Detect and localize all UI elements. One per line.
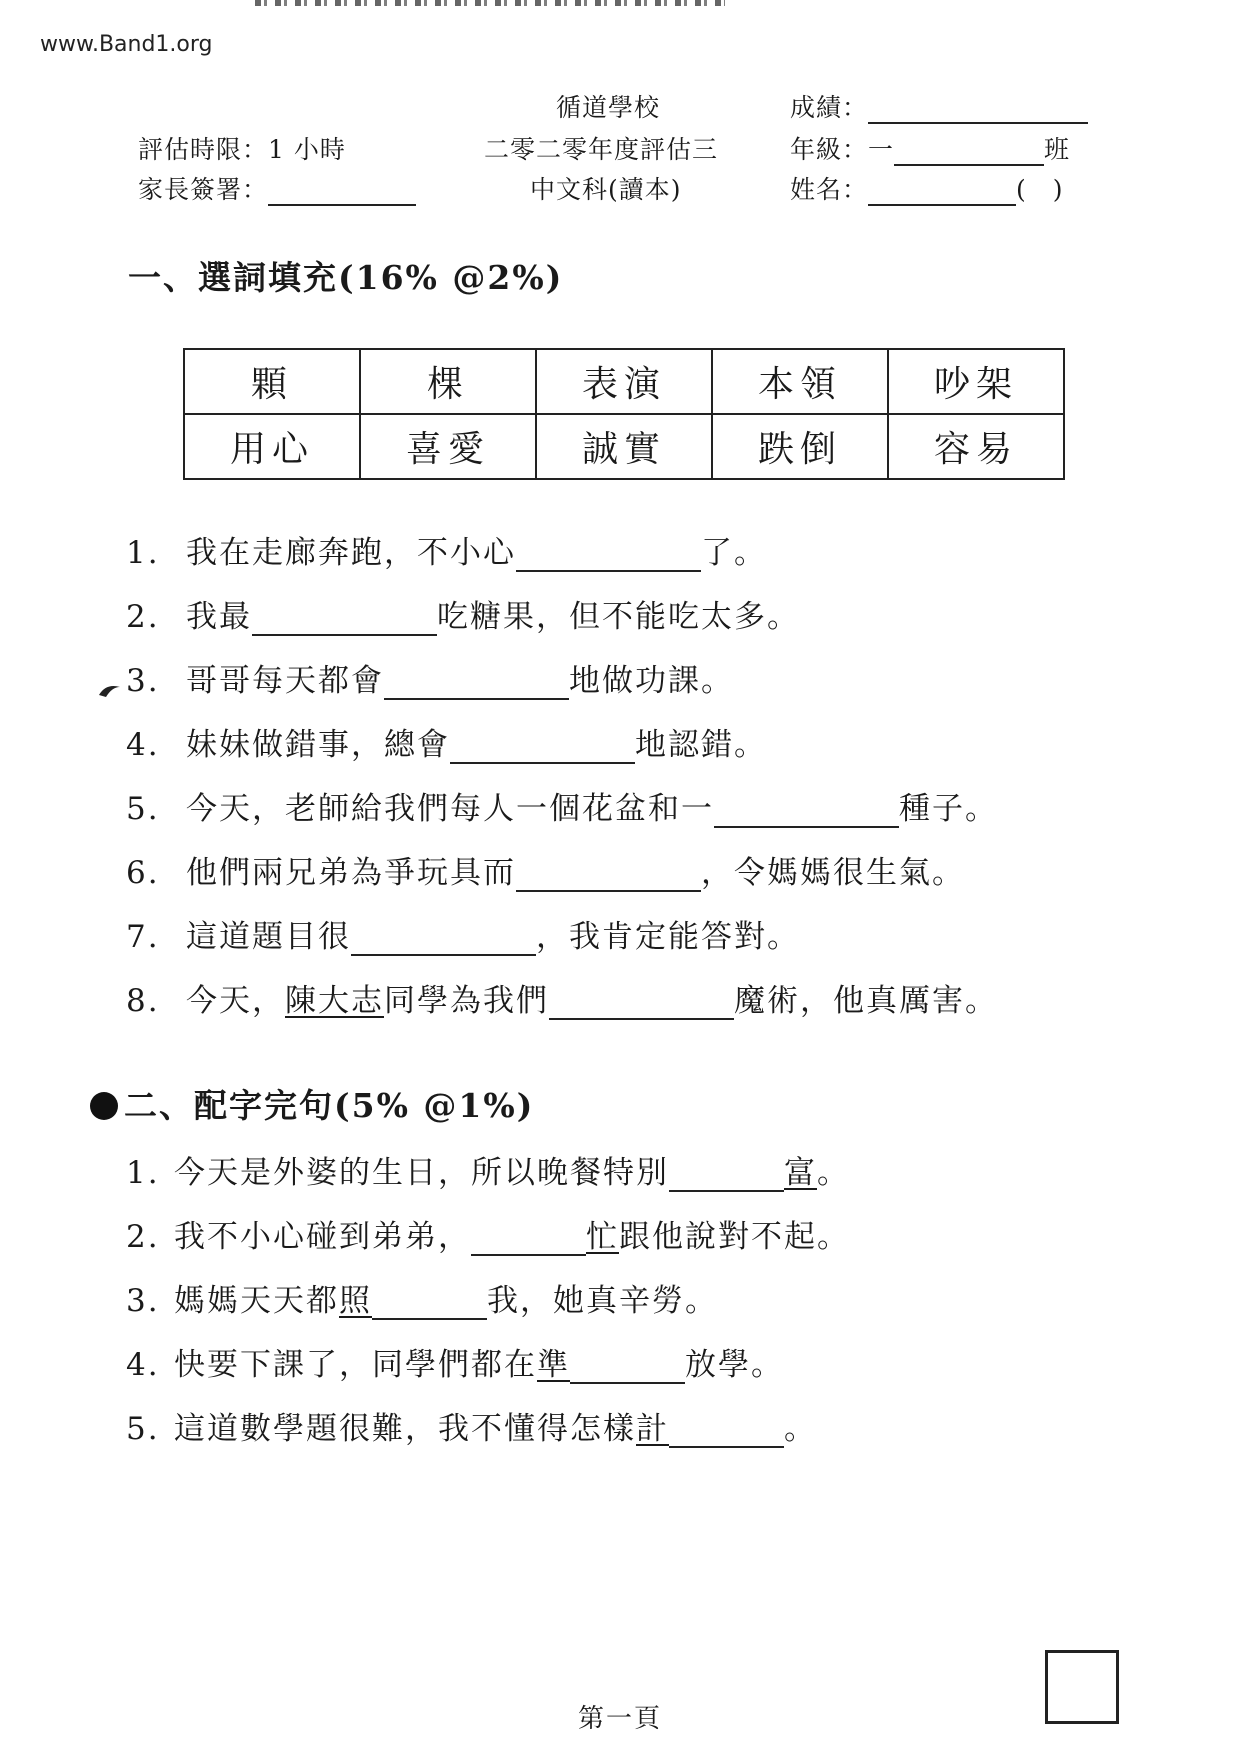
question-text: 吃糖果，但不能吃太多。 bbox=[437, 599, 800, 635]
question-text: 。 bbox=[784, 1411, 817, 1447]
question-number: 2. bbox=[126, 599, 160, 635]
given-character: 富 bbox=[784, 1155, 817, 1191]
question-text: 妹妹做錯事，總會 bbox=[186, 727, 450, 763]
question-text: 種子。 bbox=[899, 791, 998, 827]
site-url: www.Band1.org bbox=[40, 32, 213, 57]
question-text: ，令媽媽很生氣。 bbox=[701, 855, 965, 891]
proper-name: 陳大志 bbox=[285, 983, 384, 1019]
given-character: 忙 bbox=[586, 1219, 619, 1255]
score-field bbox=[790, 88, 1088, 124]
answer-blank[interactable] bbox=[669, 1412, 784, 1448]
page-score-box[interactable] bbox=[1045, 1650, 1119, 1724]
page-number: 第一頁 bbox=[578, 1704, 663, 1734]
answer-blank[interactable] bbox=[714, 792, 899, 828]
question-text: 地做功課。 bbox=[569, 663, 734, 699]
given-character: 準 bbox=[537, 1347, 570, 1383]
answer-blank[interactable] bbox=[471, 1220, 586, 1256]
answer-blank[interactable] bbox=[570, 1348, 685, 1384]
question-text: 今天，老師給我們每人一個花盆和一 bbox=[186, 791, 714, 827]
answer-blank[interactable] bbox=[450, 728, 635, 764]
class-blank[interactable] bbox=[894, 136, 1044, 166]
question-number: 6. bbox=[126, 855, 160, 891]
question-text: 這道數學題很難，我不懂得怎樣 bbox=[174, 1411, 636, 1447]
question-number: 5. bbox=[126, 1411, 160, 1447]
scan-artifact bbox=[255, 0, 725, 6]
scan-smudge-icon bbox=[98, 681, 124, 699]
s1-question-1 bbox=[126, 527, 767, 572]
question-number: 3. bbox=[126, 663, 160, 699]
question-text: 我最 bbox=[186, 599, 252, 635]
answer-blank[interactable] bbox=[372, 1284, 487, 1320]
section1-title: 一、選詞填充(16% @2%) bbox=[128, 258, 564, 297]
question-text: 放學。 bbox=[685, 1347, 784, 1383]
question-number: 2. bbox=[126, 1219, 160, 1255]
question-text: 我，她真辛勞。 bbox=[487, 1283, 718, 1319]
word-bank-table bbox=[183, 348, 1065, 480]
word-bank-cell: 吵架 bbox=[888, 349, 1064, 414]
grade-label: 年級：一 bbox=[790, 135, 895, 164]
s2-question-4 bbox=[126, 1339, 784, 1384]
word-bank-cell: 誠實 bbox=[536, 414, 712, 479]
s1-question-2 bbox=[126, 591, 800, 636]
name-label: 姓名： bbox=[790, 175, 869, 204]
question-text: 同學為我們 bbox=[384, 983, 549, 1019]
question-text: 跟他說對不起。 bbox=[619, 1219, 850, 1255]
word-bank-row bbox=[184, 414, 1064, 479]
class-suffix: 班 bbox=[1044, 135, 1071, 164]
parent-sign-blank[interactable] bbox=[268, 176, 416, 206]
question-text: 了。 bbox=[701, 535, 767, 571]
subject: 中文科(讀本) bbox=[530, 175, 682, 204]
question-text: 快要下課了，同學們都在 bbox=[174, 1347, 537, 1383]
s1-question-4 bbox=[126, 719, 767, 764]
score-blank[interactable] bbox=[868, 94, 1088, 124]
s1-question-8 bbox=[126, 975, 998, 1020]
given-character: 計 bbox=[636, 1411, 669, 1447]
word-bank-cell: 用心 bbox=[184, 414, 360, 479]
s1-question-6 bbox=[126, 847, 965, 892]
word-bank-row bbox=[184, 349, 1064, 414]
score-label: 成績： bbox=[790, 93, 869, 122]
time-limit: 評估時限：1 小時 bbox=[138, 135, 346, 164]
answer-blank[interactable] bbox=[252, 600, 437, 636]
answer-blank[interactable] bbox=[516, 856, 701, 892]
question-text: 他們兩兄弟為爭玩具而 bbox=[186, 855, 516, 891]
question-text: 魔術，他真厲害。 bbox=[734, 983, 998, 1019]
question-text: 我在走廊奔跑，不小心 bbox=[186, 535, 516, 571]
given-character: 照 bbox=[339, 1283, 372, 1319]
answer-blank[interactable] bbox=[669, 1156, 784, 1192]
question-number: 1. bbox=[126, 535, 160, 571]
class-number-brackets: ( ) bbox=[1016, 175, 1064, 204]
s2-question-1 bbox=[126, 1147, 850, 1192]
question-number: 1. bbox=[126, 1155, 160, 1191]
question-number: 3. bbox=[126, 1283, 160, 1319]
s2-question-3 bbox=[126, 1275, 718, 1320]
school-name: 循道學校 bbox=[556, 93, 661, 122]
question-text: 這道題目很 bbox=[186, 919, 351, 955]
parent-sign-label: 家長簽署： bbox=[138, 175, 269, 204]
question-number: 4. bbox=[126, 1347, 160, 1383]
s1-question-5 bbox=[126, 783, 998, 828]
question-text: 今天是外婆的生日，所以晚餐特別 bbox=[174, 1155, 669, 1191]
word-bank-cell: 容易 bbox=[888, 414, 1064, 479]
question-text: 今天， bbox=[186, 983, 285, 1019]
question-text: 哥哥每天都會 bbox=[186, 663, 384, 699]
s2-question-2 bbox=[126, 1211, 850, 1256]
word-bank-cell: 顆 bbox=[184, 349, 360, 414]
question-text: ，我肯定能答對。 bbox=[536, 919, 800, 955]
answer-blank[interactable] bbox=[516, 536, 701, 572]
name-field bbox=[790, 170, 1064, 206]
question-text: 我不小心碰到弟弟， bbox=[174, 1219, 471, 1255]
parent-sign-field bbox=[138, 170, 416, 206]
s2-question-5 bbox=[126, 1403, 817, 1448]
answer-blank[interactable] bbox=[384, 664, 569, 700]
name-blank[interactable] bbox=[868, 176, 1016, 206]
s1-question-3 bbox=[126, 655, 734, 700]
question-text: 地認錯。 bbox=[635, 727, 767, 763]
s1-question-7 bbox=[126, 911, 800, 956]
question-text: 媽媽天天都 bbox=[174, 1283, 339, 1319]
exam-name: 二零二零年度評估三 bbox=[484, 135, 719, 164]
grade-field bbox=[790, 130, 1070, 166]
word-bank-cell: 本領 bbox=[712, 349, 888, 414]
question-number: 4. bbox=[126, 727, 160, 763]
question-number: 8. bbox=[126, 983, 160, 1019]
question-number: 7. bbox=[126, 919, 160, 955]
answer-blank[interactable] bbox=[549, 984, 734, 1020]
word-bank-cell: 棵 bbox=[360, 349, 536, 414]
bullet-dot bbox=[90, 1092, 118, 1120]
answer-blank[interactable] bbox=[351, 920, 536, 956]
question-number: 5. bbox=[126, 791, 160, 827]
word-bank-cell: 跌倒 bbox=[712, 414, 888, 479]
word-bank-cell: 喜愛 bbox=[360, 414, 536, 479]
question-text: 。 bbox=[817, 1155, 850, 1191]
section2-title: 二、配字完句(5% @1%) bbox=[124, 1086, 535, 1125]
word-bank-cell: 表演 bbox=[536, 349, 712, 414]
